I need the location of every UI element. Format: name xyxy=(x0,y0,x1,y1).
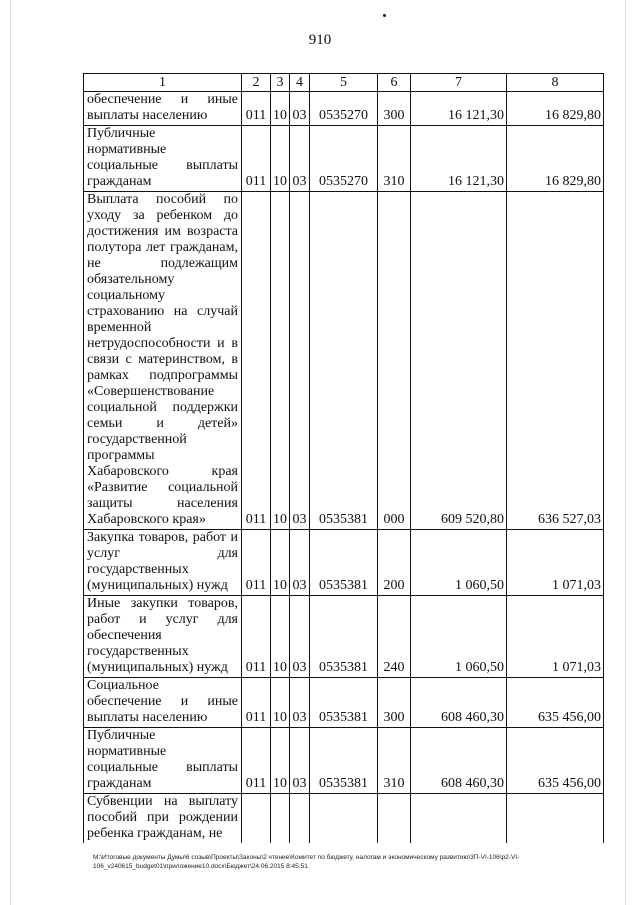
row-name-line: выплаты населению xyxy=(87,710,208,725)
row-name-cell xyxy=(84,192,242,530)
row-name-line: гражданам xyxy=(87,776,152,791)
row-cell-c2: 011 xyxy=(242,126,271,192)
row-cell-c4: 03 xyxy=(290,596,310,678)
row-name-line: социальной поддержки xyxy=(87,400,238,415)
row-cell-c7: 608 460,30 xyxy=(411,728,507,794)
header-cell: 3 xyxy=(271,74,290,92)
row-name-line: государственных xyxy=(87,562,189,577)
row-cell-c2: 011 xyxy=(242,192,271,530)
header-cell: 8 xyxy=(507,74,604,92)
row-cell-c6: 300 xyxy=(378,678,411,728)
row-cell-c4: 03 xyxy=(290,126,310,192)
row-name-line: Публичные xyxy=(87,126,156,141)
row-cell-c5: 0535381 xyxy=(310,192,378,530)
row-name-line: не подлежащим xyxy=(87,256,238,271)
row-cell-c3: 10 xyxy=(271,596,290,678)
row-cell-c5: 0535270 xyxy=(310,126,378,192)
row-cell-c8: 16 829,80 xyxy=(507,92,604,126)
row-name-line: рамках подпрограммы xyxy=(87,368,238,383)
row-cell-c4: 03 xyxy=(290,92,310,126)
row-cell-c4: 03 xyxy=(290,530,310,596)
row-cell-c8: 16 829,80 xyxy=(507,126,604,192)
header-cell: 2 xyxy=(242,74,271,92)
row-cell-c8: 1 071,03 xyxy=(507,530,604,596)
row-name-line: Хабаровского края» xyxy=(87,512,206,527)
row-name-line: ребенка гражданам, не xyxy=(87,826,223,841)
row-name-line: семьи и детей» xyxy=(87,416,238,431)
row-cell-c6: 200 xyxy=(378,530,411,596)
row-cell-c3: 10 xyxy=(271,126,290,192)
row-cell-c6: 300 xyxy=(378,92,411,126)
row-name-cell xyxy=(84,596,242,678)
row-name-line: полутора лет гражданам, xyxy=(87,240,238,255)
row-cell-c3 xyxy=(271,794,290,844)
row-cell-c5: 0535381 xyxy=(310,530,378,596)
row-name-line: обеспечение и иные xyxy=(87,92,238,107)
document-footer xyxy=(93,853,613,871)
row-name-line: социальные выплаты xyxy=(87,158,238,173)
row-cell-c8 xyxy=(507,794,604,844)
header-cell: 4 xyxy=(290,74,310,92)
row-name-line: государственных xyxy=(87,644,189,659)
row-cell-c4: 03 xyxy=(290,678,310,728)
row-cell-c6 xyxy=(378,794,411,844)
row-cell-c6: 000 xyxy=(378,192,411,530)
row-name-cell xyxy=(84,728,242,794)
row-name-line: программы xyxy=(87,448,155,463)
row-name-line: Субвенции на выплату xyxy=(87,794,238,809)
table-row xyxy=(84,678,604,728)
table-row xyxy=(84,530,604,596)
row-name-cell xyxy=(84,92,242,126)
row-cell-c3: 10 xyxy=(271,192,290,530)
row-name-line: услуг для xyxy=(87,546,238,561)
row-name-line: обеспечение и иные xyxy=(87,694,238,709)
row-name-line: работ и услуг для xyxy=(87,612,238,627)
table-row xyxy=(84,126,604,192)
header-cell: 1 xyxy=(84,74,242,92)
row-name-cell xyxy=(84,530,242,596)
row-name-line: обязательному xyxy=(87,272,175,287)
row-name-line: Иные закупки товаров, xyxy=(87,596,238,611)
row-name-line: Хабаровского края xyxy=(87,464,238,479)
row-cell-c6: 240 xyxy=(378,596,411,678)
row-cell-c4: 03 xyxy=(290,192,310,530)
row-cell-c3: 10 xyxy=(271,92,290,126)
row-name-line: Публичные xyxy=(87,728,156,743)
row-name-line: нетрудоспособности и в xyxy=(87,336,238,351)
row-cell-c5: 0535270 xyxy=(310,92,378,126)
row-name-line: уходу за ребенком до xyxy=(87,208,238,223)
row-name-line: «Совершенствование xyxy=(87,384,215,399)
row-cell-c8: 635 456,00 xyxy=(507,678,604,728)
footer-path-line-2: 106_v240615_budget01\приложение10.docx\Бюджет\24.06.2015 8:45:51 xyxy=(93,863,308,870)
row-cell-c2 xyxy=(242,794,271,844)
footer-path-line-1: M:\Итоговые документы Думы\6 созыв\Проекты\Законы\2 чтение\Комитет по бюджету, налогам и экономическому развитию\3П-VI-106\p2-VI- xyxy=(93,854,520,861)
row-cell-c7: 16 121,30 xyxy=(411,92,507,126)
row-cell-c5 xyxy=(310,794,378,844)
row-name-cell xyxy=(84,126,242,192)
budget-table xyxy=(83,73,604,843)
row-name-cell xyxy=(84,678,242,728)
row-name-line: Социальное xyxy=(87,678,159,693)
row-name-line: социальному xyxy=(87,288,165,303)
row-name-line: достижения им возраста xyxy=(87,224,238,239)
row-cell-c8: 636 527,03 xyxy=(507,192,604,530)
row-cell-c7: 1 060,50 xyxy=(411,530,507,596)
row-cell-c5: 0535381 xyxy=(310,678,378,728)
scan-edge-right xyxy=(625,0,626,905)
row-name-line: защиты населения xyxy=(87,496,238,511)
row-cell-c5: 0535381 xyxy=(310,728,378,794)
row-cell-c6: 310 xyxy=(378,728,411,794)
row-cell-c8: 635 456,00 xyxy=(507,728,604,794)
row-cell-c2: 011 xyxy=(242,678,271,728)
row-name-line: (муниципальных) нужд xyxy=(87,660,228,675)
page-number: 910 xyxy=(308,32,332,48)
row-name-line: выплаты населению xyxy=(87,108,208,123)
row-cell-c8: 1 071,03 xyxy=(507,596,604,678)
row-name-line: страхованию на случай xyxy=(87,304,238,319)
row-name-line: социальные выплаты xyxy=(87,760,238,775)
row-name-line: пособий при рождении xyxy=(87,810,238,825)
row-name-line: Закупка товаров, работ и xyxy=(87,530,238,545)
row-cell-c7: 608 460,30 xyxy=(411,678,507,728)
row-cell-c5: 0535381 xyxy=(310,596,378,678)
row-cell-c2: 011 xyxy=(242,728,271,794)
row-cell-c2: 011 xyxy=(242,596,271,678)
table-row xyxy=(84,794,604,844)
table-row xyxy=(84,728,604,794)
row-cell-c2: 011 xyxy=(242,530,271,596)
row-name-line: нормативные xyxy=(87,142,167,157)
row-name-line: временной xyxy=(87,320,152,335)
row-name-line: Выплата пособий по xyxy=(87,192,238,207)
row-name-cell xyxy=(84,794,242,844)
row-cell-c4 xyxy=(290,794,310,844)
scan-dot xyxy=(383,14,386,17)
table-header-row xyxy=(84,74,604,92)
row-cell-c7: 1 060,50 xyxy=(411,596,507,678)
row-cell-c7 xyxy=(411,794,507,844)
row-cell-c2: 011 xyxy=(242,92,271,126)
row-cell-c4: 03 xyxy=(290,728,310,794)
row-name-line: государственной xyxy=(87,432,187,447)
scan-edge-left xyxy=(10,0,11,905)
row-cell-c6: 310 xyxy=(378,126,411,192)
row-cell-c3: 10 xyxy=(271,728,290,794)
row-name-line: «Развитие социальной xyxy=(87,480,238,495)
header-cell: 6 xyxy=(378,74,411,92)
row-name-line: гражданам xyxy=(87,174,152,189)
row-name-line: (муниципальных) нужд xyxy=(87,578,228,593)
row-name-line: связи с материнством, в xyxy=(87,352,238,367)
row-cell-c7: 609 520,80 xyxy=(411,192,507,530)
row-cell-c3: 10 xyxy=(271,678,290,728)
row-cell-c7: 16 121,30 xyxy=(411,126,507,192)
table-row xyxy=(84,596,604,678)
table-row xyxy=(84,92,604,126)
header-cell: 5 xyxy=(310,74,378,92)
row-cell-c3: 10 xyxy=(271,530,290,596)
header-cell: 7 xyxy=(411,74,507,92)
table-row xyxy=(84,192,604,530)
row-name-line: обеспечения xyxy=(87,628,162,643)
row-name-line: нормативные xyxy=(87,744,167,759)
